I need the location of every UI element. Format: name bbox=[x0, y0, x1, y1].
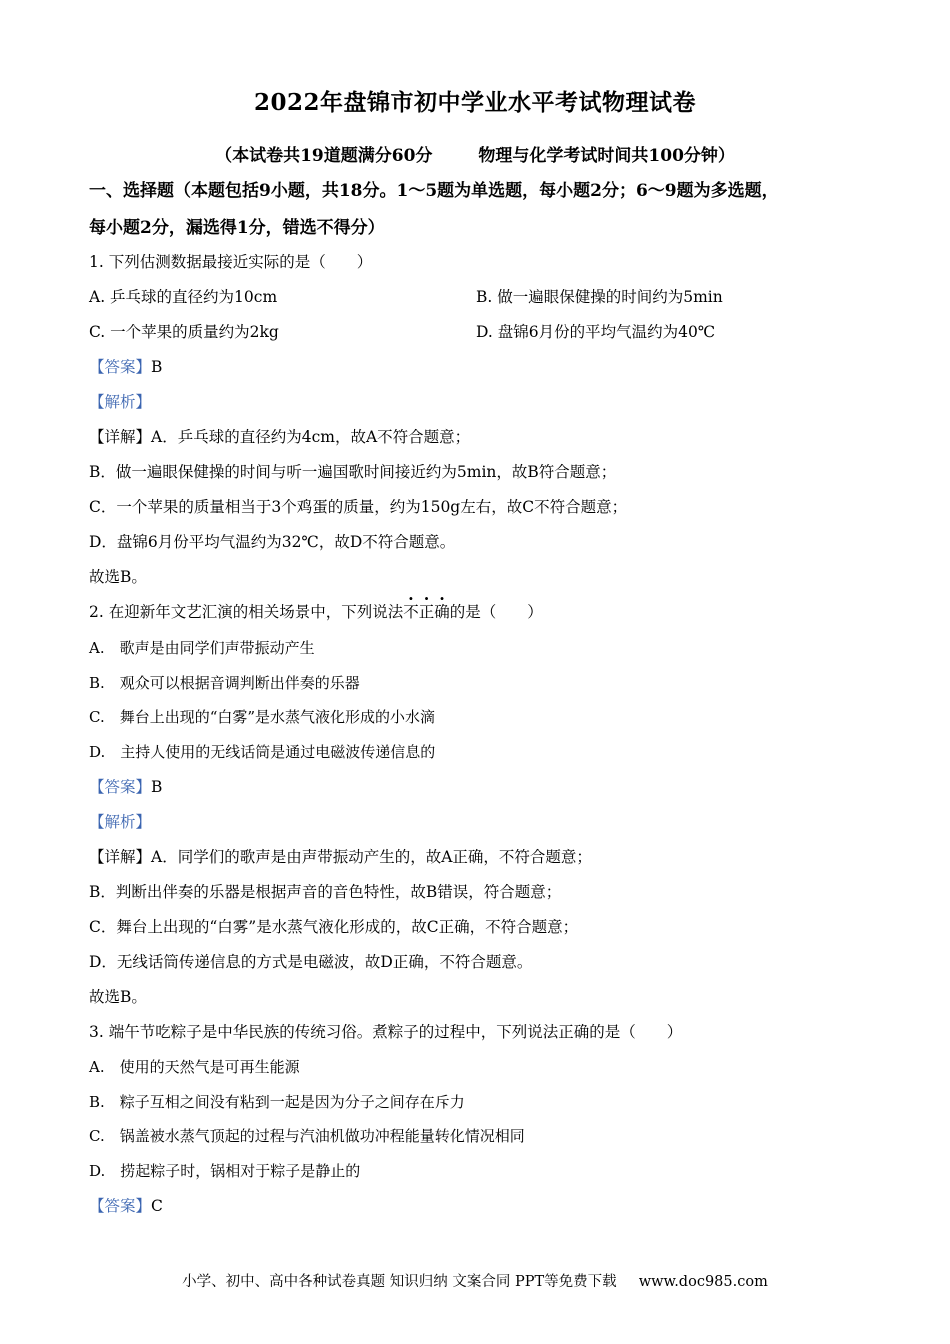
q3-option-b: B. 粽子互相之间没有粘到一起是因为分子之间存在斥力 bbox=[89, 1093, 465, 1111]
q2-stem-text: 2. 在迎新年文艺汇演的相关场景中，下列说法 bbox=[89, 603, 404, 621]
q2-detail-a-text: A．同学们的歌声是由声带振动产生的，故A正确，不符合题意； bbox=[151, 848, 592, 866]
answer-tag: 【答案】 bbox=[89, 778, 152, 796]
q2-option-d: D. 主持人使用的无线话筒是通过电磁波传递信息的 bbox=[89, 743, 436, 761]
q3-answer-value: C bbox=[151, 1197, 163, 1215]
q1-option-a: A. 乒乓球的直径约为10cm bbox=[89, 288, 278, 306]
q1-detail-c: C．一个苹果的质量相当于3个鸡蛋的质量，约为150g左右，故C不符合题意； bbox=[89, 498, 628, 516]
emphasis-char: 确 bbox=[434, 603, 450, 621]
q1-option-c: C. 一个苹果的质量约为2kg bbox=[89, 323, 279, 341]
q2-option-a: A. 歌声是由同学们声带振动产生 bbox=[89, 639, 315, 657]
q2-option-b: B. 观众可以根据音调判断出伴奏的乐器 bbox=[89, 674, 360, 692]
q2-stem-tail: 的是（ ） bbox=[449, 603, 543, 621]
q2-conclusion: 故选B。 bbox=[89, 988, 147, 1006]
q1-detail-d: D．盘锦6月份平均气温约为32℃，故D不符合题意。 bbox=[89, 533, 456, 551]
subtitle-left: （本试卷共19道题满分60分 bbox=[215, 146, 433, 166]
footer-text: 小学、初中、高中各种试卷真题 知识归纳 文案合同 PPT等免费下载 bbox=[182, 1274, 617, 1290]
q1-detail-a bbox=[89, 425, 470, 447]
q1-analysis-tag: 【解析】 bbox=[89, 393, 152, 411]
answer-tag: 【答案】 bbox=[89, 358, 152, 376]
q3-option-c: C. 锅盖被水蒸气顶起的过程与汽油机做功冲程能量转化情况相同 bbox=[89, 1127, 525, 1145]
detail-tag: 【详解】 bbox=[89, 848, 152, 866]
q1-stem: 1. 下列估测数据最接近实际的是（ ） bbox=[89, 253, 373, 271]
emphasis-char: 正 bbox=[418, 603, 435, 621]
section-heading-line1: 一、选择题（本题包括9小题，共18分。1～5题为单选题，每小题2分；6～9题为多选题， bbox=[89, 181, 779, 201]
q1-conclusion: 故选B。 bbox=[89, 568, 147, 586]
q1-answer-value: B bbox=[151, 358, 163, 376]
q2-detail-d: D．无线话筒传递信息的方式是电磁波，故D正确，不符合题意。 bbox=[89, 953, 533, 971]
q2-stem bbox=[89, 600, 543, 622]
q3-option-d: D. 捞起粽子时，锅相对于粽子是静止的 bbox=[89, 1162, 361, 1180]
section-heading-line2: 每小题2分，漏选得1分，错选不得分） bbox=[89, 218, 385, 238]
page-footer bbox=[0, 1270, 950, 1291]
q1-detail-a-text: A．乒乓球的直径约为4cm，故A不符合题意； bbox=[151, 428, 471, 446]
q3-stem: 3. 端午节吃粽子是中华民族的传统习俗。煮粽子的过程中，下列说法正确的是（ ） bbox=[89, 1023, 683, 1041]
q1-option-d: D. 盘锦6月份的平均气温约为40℃ bbox=[476, 323, 716, 341]
q2-answer bbox=[89, 775, 162, 797]
q2-detail-c: C．舞台上出现的“白雾”是水蒸气液化形成的，故C正确，不符合题意； bbox=[89, 918, 579, 936]
q3-option-a: A. 使用的天然气是可再生能源 bbox=[89, 1058, 300, 1076]
q3-answer bbox=[89, 1194, 163, 1216]
q2-analysis-tag: 【解析】 bbox=[89, 813, 152, 831]
footer-url[interactable]: www.doc985.com bbox=[638, 1274, 768, 1290]
q1-detail-b: B．做一遍眼保健操的时间与听一遍国歌时间接近约为5min，故B符合题意； bbox=[89, 463, 617, 481]
subtitle-right: 物理与化学考试时间共100分钟） bbox=[478, 146, 735, 166]
document-title: 2022年盘锦市初中学业水平考试物理试卷 bbox=[253, 89, 696, 116]
q1-option-b: B. 做一遍眼保健操的时间约为5min bbox=[476, 288, 723, 306]
q1-answer bbox=[89, 355, 162, 377]
q2-answer-value: B bbox=[151, 778, 163, 796]
q2-option-c: C. 舞台上出现的“白雾”是水蒸气液化形成的小水滴 bbox=[89, 708, 436, 726]
q2-detail-b: B．判断出伴奏的乐器是根据声音的音色特性，故B错误，符合题意； bbox=[89, 883, 562, 901]
emphasis-char: 不 bbox=[403, 603, 419, 621]
detail-tag: 【详解】 bbox=[89, 428, 152, 446]
answer-tag: 【答案】 bbox=[89, 1197, 152, 1215]
q2-detail-a bbox=[89, 845, 592, 867]
document-subtitle bbox=[0, 141, 950, 166]
